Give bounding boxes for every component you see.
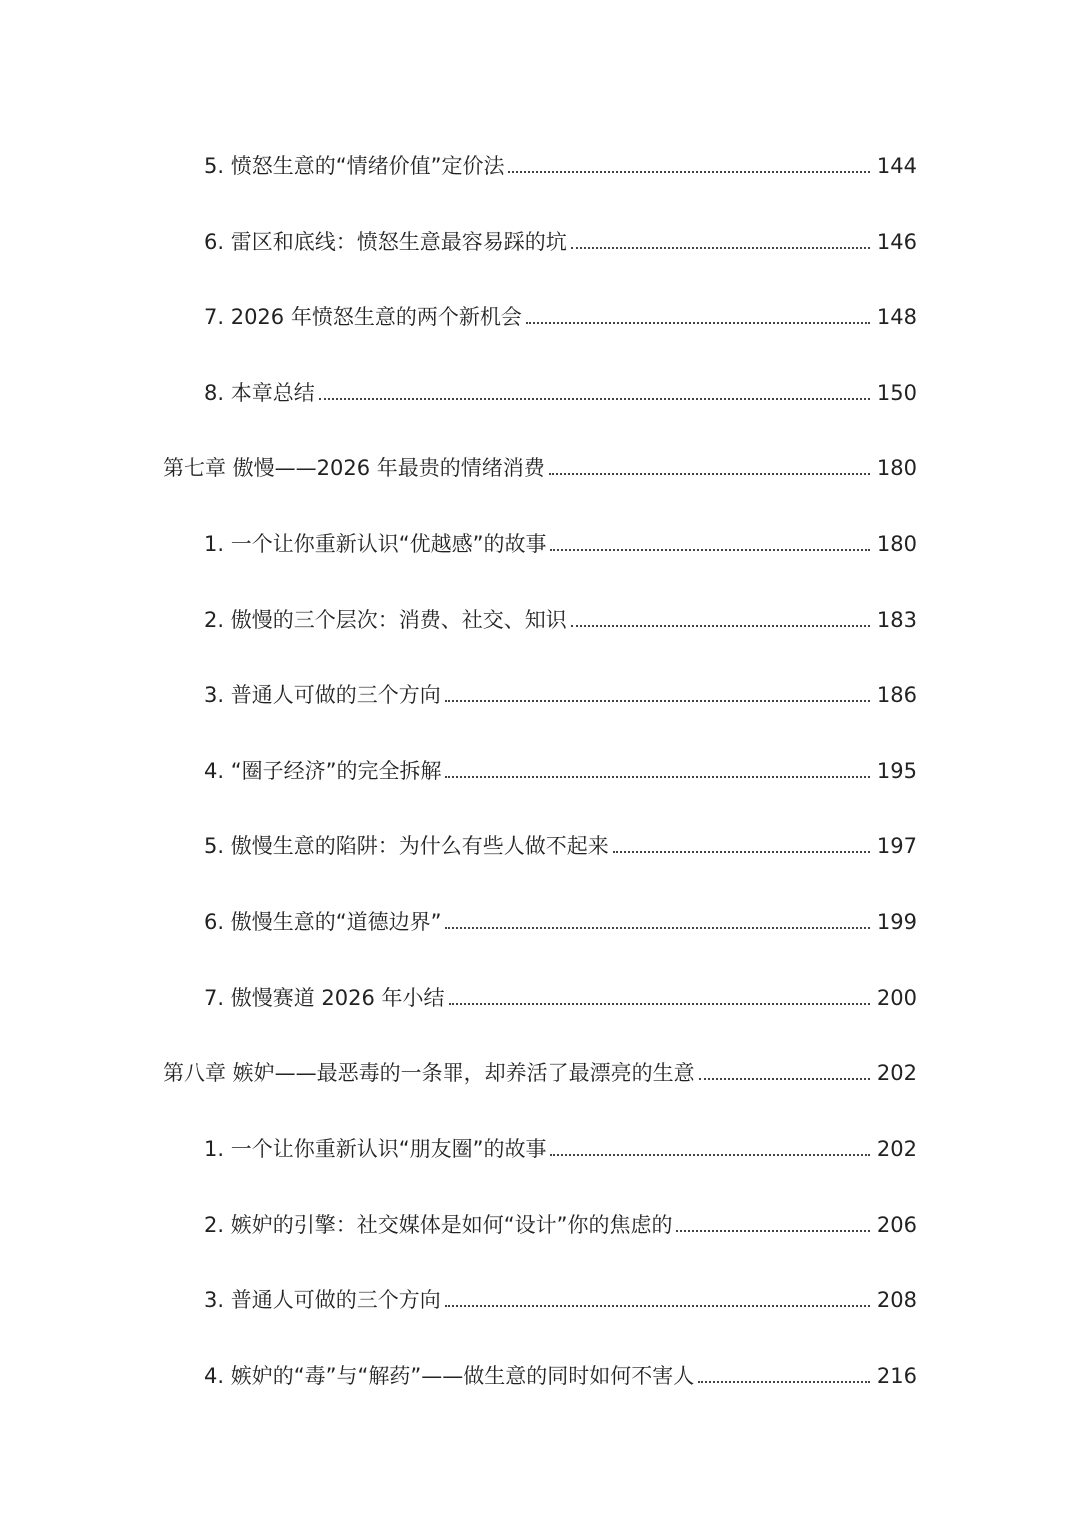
toc-page-number: 200 [876, 986, 917, 1010]
toc-page-number: 202 [876, 1137, 917, 1161]
toc-page-number: 146 [876, 230, 917, 254]
toc-entry[interactable] [0, 1356, 1080, 1396]
toc-entry-title: 5. 傲慢生意的陷阱：为什么有些人做不起来 [204, 834, 609, 858]
toc-page-number: 183 [876, 608, 917, 632]
dot-leader [445, 1305, 870, 1307]
toc-entry[interactable] [0, 222, 1080, 262]
toc-entry-title: 4. 嫉妒的“毒”与“解药”——做生意的同时如何不害人 [204, 1364, 695, 1388]
toc-entry[interactable] [0, 297, 1080, 337]
toc-entry[interactable] [0, 146, 1080, 186]
toc-page-number: 206 [876, 1213, 917, 1237]
toc-page-number: 180 [876, 532, 917, 556]
toc-entry-title: 1. 一个让你重新认识“优越感”的故事 [204, 532, 547, 556]
toc-entry-title: 4. “圈子经济”的完全拆解 [204, 759, 442, 783]
dot-leader [445, 700, 870, 702]
toc-chapter-entry[interactable] [0, 448, 1080, 488]
toc-entry[interactable] [0, 1129, 1080, 1169]
dot-leader [571, 247, 870, 249]
dot-leader [613, 851, 870, 853]
toc-page-number: 195 [876, 759, 917, 783]
toc-page-number: 144 [876, 154, 917, 178]
toc-page-number: 199 [876, 910, 917, 934]
toc-entry[interactable] [0, 1205, 1080, 1245]
dot-leader [445, 927, 870, 929]
toc-entry-title: 7. 傲慢赛道 2026 年小结 [204, 986, 445, 1010]
toc-entry-title: 5. 愤怒生意的“情绪价值”定价法 [204, 154, 505, 178]
toc-entry[interactable] [0, 1280, 1080, 1320]
toc-entry-title: 1. 一个让你重新认识“朋友圈”的故事 [204, 1137, 547, 1161]
toc-page-number: 180 [876, 456, 917, 480]
toc-entry-title: 6. 雷区和底线：愤怒生意最容易踩的坑 [204, 230, 567, 254]
dot-leader [676, 1230, 870, 1232]
dot-leader [508, 171, 870, 173]
toc-entry-title: 6. 傲慢生意的“道德边界” [204, 910, 442, 934]
toc-page-number: 216 [876, 1364, 917, 1388]
dot-leader [699, 1078, 870, 1080]
toc-page-number: 148 [876, 305, 917, 329]
dot-leader [571, 625, 870, 627]
toc-entry-title: 7. 2026 年愤怒生意的两个新机会 [204, 305, 522, 329]
toc-entry[interactable] [0, 978, 1080, 1018]
toc-chapter-entry[interactable] [0, 1053, 1080, 1093]
toc-page-number: 186 [876, 683, 917, 707]
toc-page-number: 197 [876, 834, 917, 858]
toc-entry-title: 3. 普通人可做的三个方向 [204, 683, 441, 707]
toc-chapter-title: 第八章 嫉妒——最恶毒的一条罪，却养活了最漂亮的生意 [163, 1061, 695, 1085]
dot-leader [526, 322, 870, 324]
dot-leader [549, 473, 870, 475]
toc-entry[interactable] [0, 751, 1080, 791]
dot-leader [449, 1003, 870, 1005]
toc-entry-title: 2. 嫉妒的引擎：社交媒体是如何“设计”你的焦虑的 [204, 1213, 673, 1237]
toc-page-number: 150 [876, 381, 917, 405]
toc-entry[interactable] [0, 826, 1080, 866]
toc-entry-title: 2. 傲慢的三个层次：消费、社交、知识 [204, 608, 567, 632]
toc-entry[interactable] [0, 902, 1080, 942]
dot-leader [550, 549, 870, 551]
toc-entry-title: 3. 普通人可做的三个方向 [204, 1288, 441, 1312]
toc-page-number: 208 [876, 1288, 917, 1312]
toc-chapter-title: 第七章 傲慢——2026 年最贵的情绪消费 [163, 456, 545, 480]
toc-entry[interactable] [0, 675, 1080, 715]
dot-leader [319, 398, 870, 400]
toc-page-number: 202 [876, 1061, 917, 1085]
toc-entry[interactable] [0, 373, 1080, 413]
dot-leader [698, 1381, 870, 1383]
toc-entry[interactable] [0, 600, 1080, 640]
dot-leader [445, 776, 870, 778]
toc-entry[interactable] [0, 524, 1080, 564]
dot-leader [550, 1154, 870, 1156]
toc-entry-title: 8. 本章总结 [204, 381, 315, 405]
